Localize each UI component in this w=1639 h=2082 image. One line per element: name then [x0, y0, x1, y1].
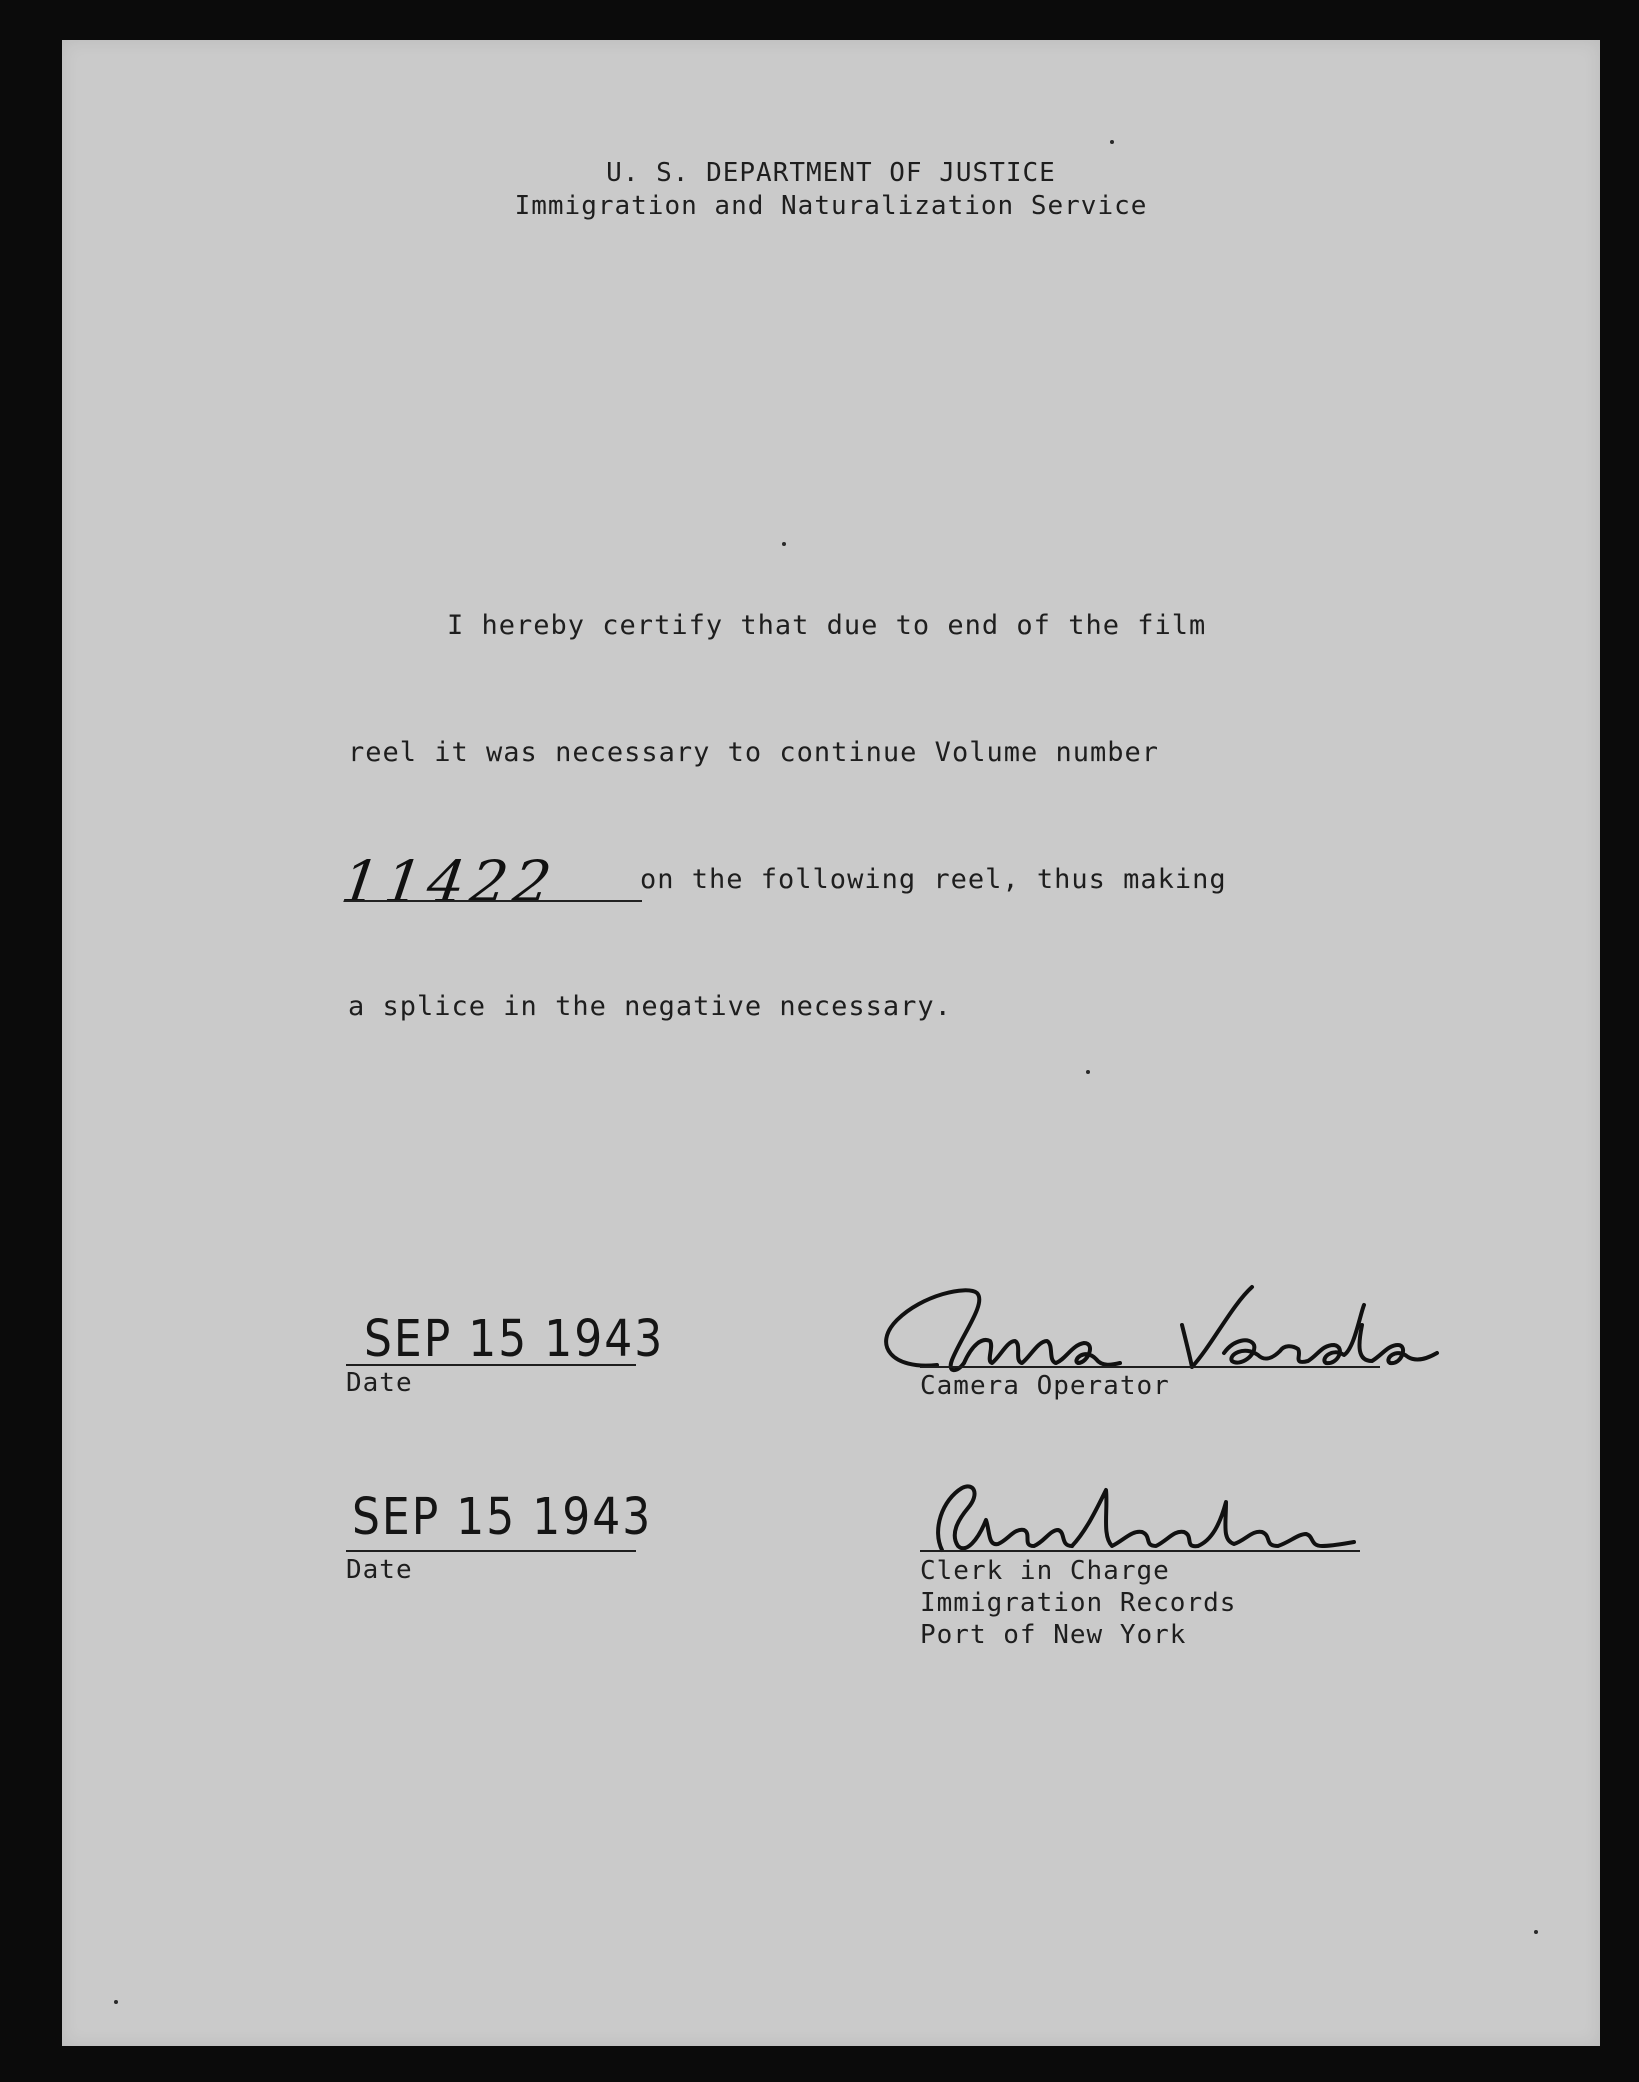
paper-sheet: [62, 40, 1600, 2046]
body-line-2: reel it was necessary to continue Volume number: [348, 737, 1160, 768]
scan-speck: [782, 542, 786, 546]
role-line-records: Immigration Records: [920, 1588, 1237, 1618]
date-label-2: Date: [346, 1555, 413, 1585]
signature-clerk-in-charge: [902, 1480, 1362, 1560]
signature-rule-1: [920, 1366, 1380, 1368]
date-rule-1: [346, 1364, 636, 1366]
scan-speck: [1534, 1930, 1538, 1934]
date-stamp-2: SEP 15 1943: [352, 1488, 653, 1547]
body-line-4: a splice in the negative necessary.: [348, 991, 952, 1022]
scan-speck: [1110, 140, 1114, 144]
signature-rule-2: [920, 1550, 1360, 1552]
header-department: U. S. DEPARTMENT OF JUSTICE: [606, 158, 1056, 188]
scan-speck: [1086, 1070, 1090, 1074]
role-camera-operator: Camera Operator: [920, 1371, 1170, 1401]
body-line-3: on the following reel, thus making: [640, 864, 1227, 895]
volume-number-underline: [344, 900, 642, 902]
body-line-1: I hereby certify that due to end of the film: [447, 610, 1207, 641]
header-service: Immigration and Naturalization Service: [514, 191, 1148, 221]
role-line-clerk: Clerk in Charge: [920, 1556, 1170, 1586]
date-rule-2: [346, 1550, 636, 1552]
scan-speck: [114, 2000, 118, 2004]
role-line-port: Port of New York: [920, 1620, 1187, 1650]
date-stamp-1: SEP 15 1943: [364, 1310, 665, 1369]
volume-number-handwritten: 11422: [337, 848, 562, 916]
date-label-1: Date: [346, 1368, 413, 1398]
